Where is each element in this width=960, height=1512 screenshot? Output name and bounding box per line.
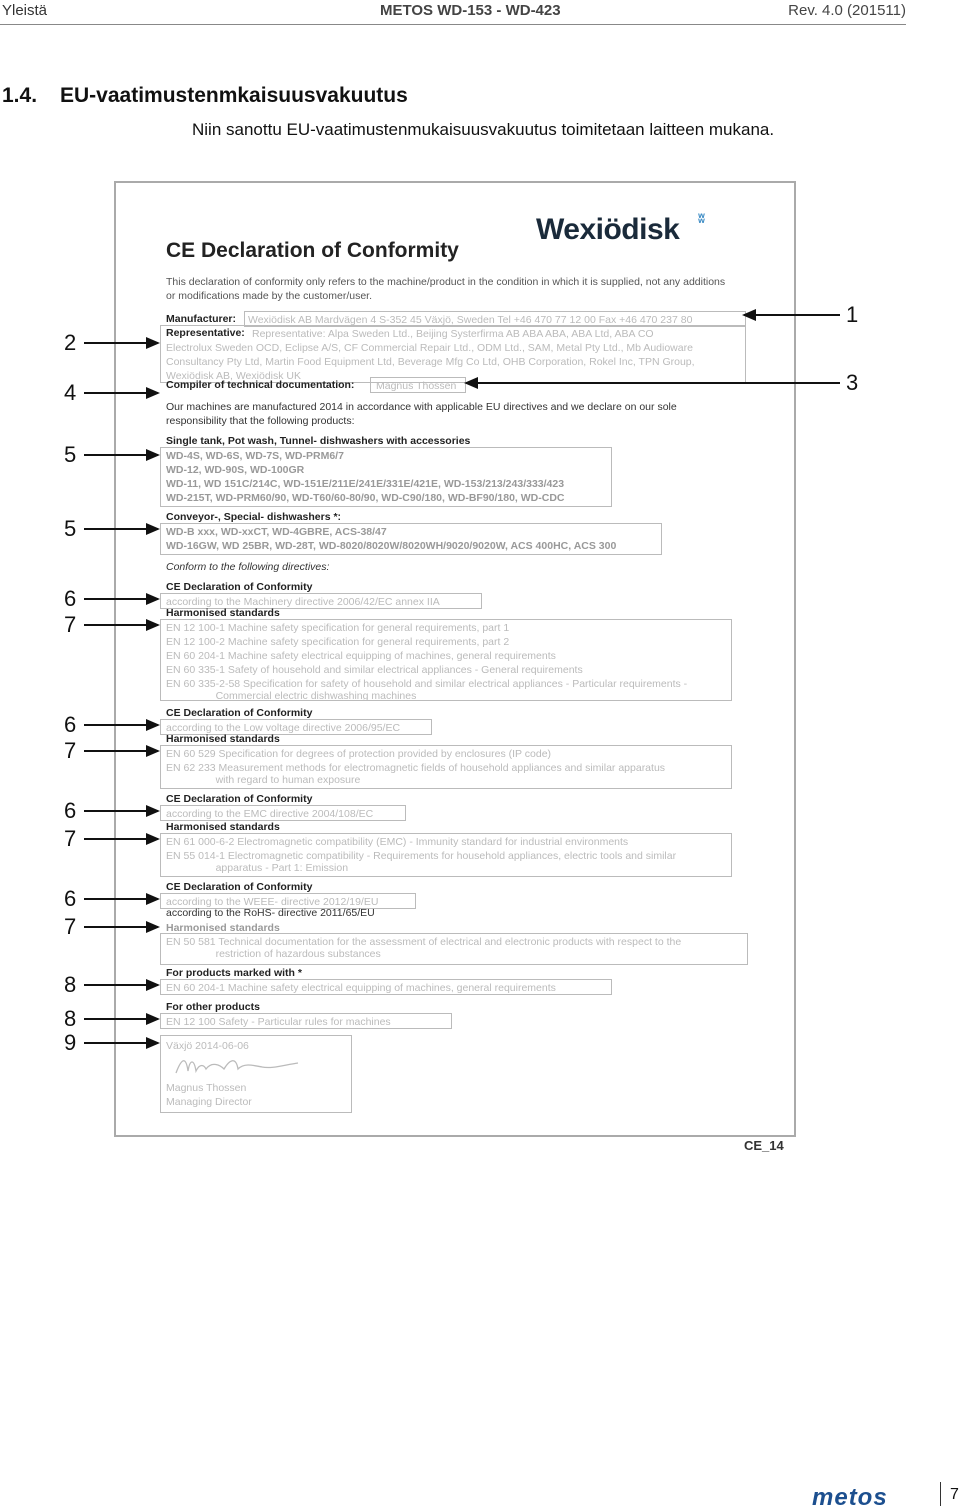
- arrow-7c-icon: [84, 838, 158, 840]
- page-header: [0, 0, 960, 24]
- arrow-5a-icon: [84, 454, 158, 456]
- block-heading: CE Declaration of Conformity: [166, 881, 313, 893]
- block-heading: CE Declaration of Conformity: [166, 707, 313, 719]
- standards-frame: [160, 833, 732, 877]
- section-number: 1.4.: [2, 84, 38, 107]
- compiler-value: Magnus Thossen: [376, 380, 457, 392]
- standard-line: with regard to human exposure: [166, 774, 361, 786]
- marker-7a: 7: [64, 612, 77, 637]
- block-directive: according to the WEEE- directive 2012/19/EU: [166, 896, 379, 908]
- representative-line: Representative: Alpa Sweden Ltd., Beijing Systerfirma AB ABA ABA, ABA Ltd, ABA CO: [252, 328, 654, 340]
- header-section: Yleistä: [2, 2, 48, 19]
- other-frame: [160, 1013, 452, 1029]
- arrow-7d-icon: [84, 926, 158, 928]
- standard-line: EN 55 014-1 Electromagnetic compatibility - Requirements for household appliances, electric tools and similar: [166, 850, 677, 862]
- section-title-text: EU-vaatimustenmkaisuusvakuutus: [60, 84, 408, 107]
- block-standards-label: Harmonised standards: [166, 607, 280, 619]
- single-tank-line: WD-4S, WD-6S, WD-7S, WD-PRM6/7: [166, 450, 344, 462]
- sign-role: Managing Director: [166, 1096, 252, 1108]
- arrow-6d-icon: [84, 898, 158, 900]
- compiler-frame: [370, 377, 466, 393]
- marker-6a: 6: [64, 586, 77, 611]
- directive-frame: [160, 805, 406, 821]
- standard-line: EN 60 204-1 Machine safety electrical equipping of machines, general requirements: [166, 650, 556, 662]
- arrow-6b-icon: [84, 724, 158, 726]
- arrow-3-icon: [466, 382, 840, 384]
- section-subtitle: Niin sanottu EU-vaatimustenmukaisuusvakuutus toimitetaan laitteen mukana.: [192, 120, 775, 139]
- marker-7c: 7: [64, 826, 77, 851]
- block-heading: CE Declaration of Conformity: [166, 581, 313, 593]
- block-directive-2: according to the RoHS- directive 2011/65/EU: [166, 907, 375, 919]
- marker-6c: 6: [64, 798, 77, 823]
- brand-logo: Wexiödisk: [536, 213, 680, 246]
- block-heading: CE Declaration of Conformity: [166, 793, 313, 805]
- single-tank-line: WD-12, WD-90S, WD-100GR: [166, 464, 305, 476]
- marker-4: 4: [64, 380, 77, 405]
- standard-line: Commercial electric dishwashing machines: [166, 690, 417, 702]
- arrow-1-icon: [744, 314, 840, 316]
- other-heading: For other products: [166, 1001, 260, 1013]
- brand-mark-icon: ʬ: [698, 211, 705, 226]
- conveyor-line: WD-16GW, WD 25BR, WD-28T, WD-8020/8020W/8020WH/9020/9020W, ACS 400HC, ACS 300: [166, 540, 617, 552]
- arrow-8b-icon: [84, 1018, 158, 1020]
- block-directive: according to the EMC directive 2004/108/EC: [166, 808, 374, 820]
- block-standards-label: Harmonised standards: [166, 733, 280, 745]
- block-standards-label: Harmonised standards: [166, 922, 280, 934]
- conform-line: Conform to the following directives:: [166, 561, 330, 573]
- page-number: 7: [950, 1486, 959, 1503]
- marked-heading: For products marked with *: [166, 967, 302, 979]
- arrow-5b-icon: [84, 528, 158, 530]
- marker-9: 9: [64, 1030, 77, 1055]
- representative-line: Wexiödisk AB, Wexiödisk UK: [166, 370, 301, 382]
- standards-frame: [160, 745, 732, 789]
- single-tank-heading: Single tank, Pot wash, Tunnel- dishwashers with accessories: [166, 435, 471, 447]
- block-standards-label: Harmonised standards: [166, 821, 280, 833]
- standards-frame: [160, 933, 748, 965]
- representative-label: Representative:: [166, 327, 245, 339]
- sign-name: Magnus Thossen: [166, 1082, 247, 1094]
- metos-logo: metos: [812, 1484, 888, 1511]
- arrow-6a-icon: [84, 598, 158, 600]
- arrow-9-icon: [84, 1042, 158, 1044]
- single-tank-line: WD-11, WD 151C/214C, WD-151E/211E/241E/331E/421E, WD-153/213/243/333/423: [166, 478, 565, 490]
- standards-frame: [160, 619, 732, 701]
- standard-line: restriction of hazardous substances: [166, 948, 381, 960]
- header-model: METOS WD-153 - WD-423: [380, 2, 561, 19]
- arrow-4-icon: [84, 392, 158, 394]
- manufacturer-value: Wexiödisk AB Mardvägen 4 S-352 45 Växjö, Sweden Tel +46 470 77 12 00 Fax +46 470 237 80: [248, 314, 693, 326]
- machines-line-2: responsibility that the following products:: [166, 415, 355, 427]
- standard-line: EN 60 529 Specification for degrees of protection provided by enclosures (IP code): [166, 748, 552, 760]
- standard-line: EN 60 335-2-58 Specification for safety of household and similar electrical appliances - Particular requirements -: [166, 678, 688, 690]
- standard-line: EN 60 335-1 Safety of household and similar electrical appliances - General requirements: [166, 664, 583, 676]
- marker-7d: 7: [64, 914, 77, 939]
- doc-title: CE Declaration of Conformity: [166, 239, 459, 262]
- single-tank-line: WD-215T, WD-PRM60/90, WD-T60/60-80/90, WD-C90/180, WD-BF90/180, WD-CDC: [166, 492, 565, 504]
- sign-place: Växjö 2014-06-06: [166, 1040, 249, 1052]
- block-directive: according to the Low voltage directive 2006/95/EC: [166, 722, 401, 734]
- representative-line: Consultancy Pty Ltd, Martin Food Equipment Ltd, Beverage Mfg Co Ltd, OHB Corporation, Rokel Inc, TPN Group,: [166, 356, 695, 368]
- arrow-7b-icon: [84, 750, 158, 752]
- arrow-2-icon: [84, 342, 158, 344]
- standard-line: EN 50 581 Technical documentation for the assessment of electrical and electronic products with respect to the: [166, 936, 682, 948]
- header-revision: Rev. 4.0 (201511): [788, 2, 906, 19]
- block-directive: according to the Machinery directive 2006/42/EC annex IIA: [166, 596, 440, 608]
- standard-line: EN 62 233 Measurement methods for electromagnetic fields of household appliances and similar apparatus: [166, 762, 666, 774]
- conveyor-heading: Conveyor-, Special- dishwashers *:: [166, 511, 342, 523]
- marker-1: 1: [846, 302, 859, 327]
- compiler-label: Compiler of technical documentation:: [166, 379, 355, 391]
- representative-frame: [160, 325, 746, 383]
- standard-line: EN 61 000-6-2 Electromagnetic compatibility (EMC) - Immunity standard for industrial environments: [166, 836, 629, 848]
- signature-frame: [160, 1035, 352, 1113]
- manufacturer-label: Manufacturer:: [166, 313, 237, 325]
- footer-divider: [940, 1482, 941, 1506]
- marker-6d: 6: [64, 886, 77, 911]
- marker-3: 3: [846, 370, 859, 395]
- standard-line: EN 12 100-2 Machine safety specification for general requirements, part 2: [166, 636, 510, 648]
- conveyor-frame: [160, 523, 662, 555]
- standard-line: apparatus - Part 1: Emission: [166, 862, 349, 874]
- marker-8a: 8: [64, 972, 77, 997]
- arrow-6c-icon: [84, 810, 158, 812]
- machines-line: Our machines are manufactured 2014 in accordance with applicable EU directives and we declare on our sole: [166, 401, 677, 413]
- conveyor-line: WD-B xxx, WD-xxCT, WD-4GBRE, ACS-38/47: [166, 526, 387, 538]
- marker-7b: 7: [64, 738, 77, 763]
- representative-line: Electrolux Sweden OCD, Eclipse A/S, CF Commercial Repair Ltd., ODM Ltd., SAM, Metal Pty Ltd., Mb Audioware: [166, 342, 693, 354]
- doc-code: CE_14: [744, 1138, 784, 1153]
- section-title: [2, 84, 408, 108]
- marker-6b: 6: [64, 712, 77, 737]
- arrow-8a-icon: [84, 984, 158, 986]
- declaration-document: [114, 181, 796, 1137]
- doc-intro: This declaration of conformity only refers to the machine/product in the condition in which it is supplied, not any additions or modifications made by the customer/user.: [166, 276, 726, 302]
- marker-2: 2: [64, 330, 77, 355]
- marked-frame: [160, 979, 612, 995]
- marker-5b: 5: [64, 516, 77, 541]
- marked-line: EN 60 204-1 Machine safety electrical equipping of machines, general requirements: [166, 982, 556, 994]
- marker-8b: 8: [64, 1006, 77, 1031]
- marker-5a: 5: [64, 442, 77, 467]
- header-divider: [0, 24, 906, 25]
- single-tank-frame: [160, 447, 612, 507]
- arrow-7a-icon: [84, 624, 158, 626]
- other-line: EN 12 100 Safety - Particular rules for machines: [166, 1016, 391, 1028]
- standard-line: EN 12 100-1 Machine safety specification for general requirements, part 1: [166, 622, 510, 634]
